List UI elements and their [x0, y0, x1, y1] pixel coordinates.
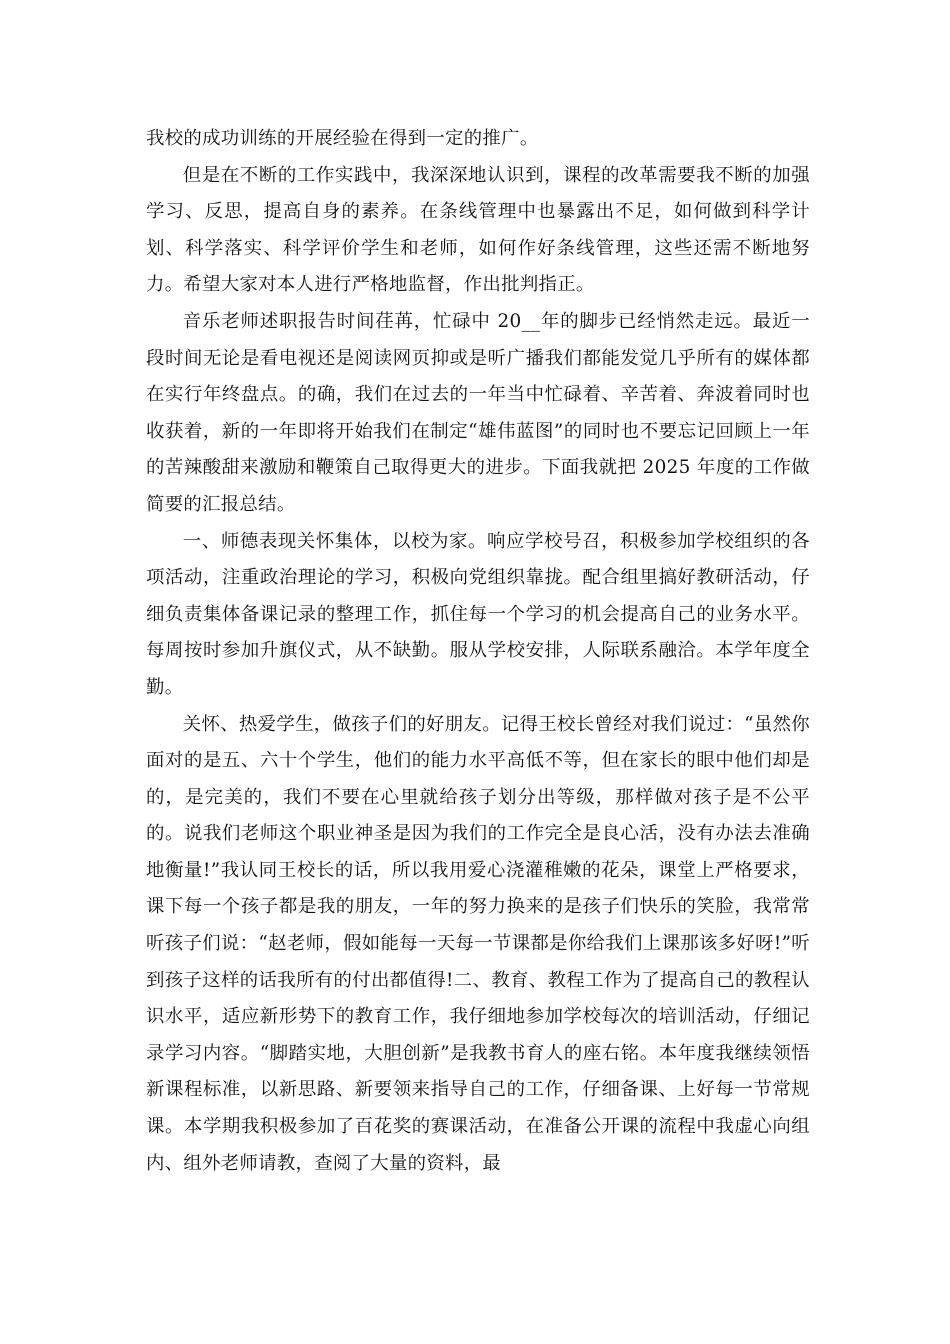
paragraph-2: 但是在不断的工作实践中，我深深地认识到，课程的改革需要我不断的加强学习、反思，提高自身的素养。在条线管理中也暴露出不足，如何做到科学计划、科学落实、科学评价学生和老师，如何作好条线管理，这些还需不断地努力。希望大家对本人进行严格地监督，作出批判指正。 [146, 164, 810, 296]
paragraph-5: 关怀、热爱学生，做孩子们的好朋友。记得王校长曾经对我们说过：“虽然你面对的是五、六十个学生，他们的能力水平高低不等，但在家长的眼中他们却是的，是完美的，我们不要在心里就给孩子划分出等级，那样做对孩子是不公平的。说我们老师这个职业神圣是因为我们的工作完全是良心活，没有办法去准确地衡量!”我认同王校长的话，所以我用爱心浇灌稚嫩的花朵，课堂上严格要求，课下每一个孩子都是我的朋友，一年的努力换来的是孩子们快乐的笑脸，我常常听孩子们说：“赵老师，假如能每一天每一节课都是你给我们上课那该多好呀!”听到孩子这样的话我所有的付出都值得!二、教育、教程工作为了提高自己的教程认识水平，适应新形势下的教育工作，我仔细地参加学校每次的培训活动，仔细记录学习内容。“脚踏实地，大胆创新”是我教书育人的座右铭。本年度我继续领悟新课程标准，以新思路、新要领来指导自己的工作，仔细备课、上好每一节常规课。本学期我积极参加了百花奖的赛课活动，在准备公开课的流程中我虚心向组内、组外老师请教，查阅了大量的资料，最 [146, 713, 810, 1174]
document-body [146, 121, 810, 1182]
paragraph-4: 一、师德表现关怀集体，以校为家。响应学校号召，积极参加学校组织的各项活动，注重政治理论的学习，积极向党组织靠拢。配合组里搞好教研活动，仔细负责集体备课记录的整理工作，抓住每一个学习的机会提高自己的业务水平。每周按时参加升旗仪式，从不缺勤。服从学校安排，人际联系融洽。本学年度全勤。 [146, 530, 810, 698]
paragraph-1: 我校的成功训练的开展经验在得到一定的推广。 [146, 128, 539, 149]
paragraph-3: 音乐老师述职报告时间荏苒，忙碌中 20__年的脚步已经悄然走远。最近一段时间无论是看电视还是阅读网页抑或是听广播我们都能发觉几乎所有的媒体都在实行年终盘点。的确，我们在过去的一年当中忙碌着、辛苦着、奔波着同时也收获着，新的一年即将开始我们在制定“雄伟蓝图”的同时也不要忘记回顾上一年的苦辣酸甜来激励和鞭策自己取得更大的进步。下面我就把 2025 年度的工作做简要的汇报总结。 [146, 310, 810, 515]
